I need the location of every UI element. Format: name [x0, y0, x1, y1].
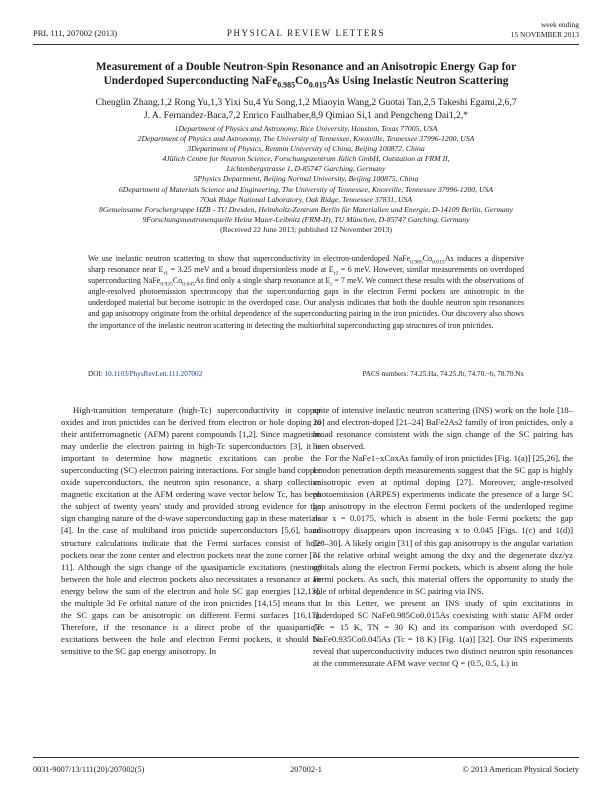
- affiliation: Lichtenbergstrasse 1, D-85747 Garching, Germany: [226, 164, 386, 174]
- title-line-2: Underdoped Superconducting $NaFe_{0.985}Co_{0.015}As$ Using Inelastic Neutron Scattering: [103, 75, 509, 90]
- issue-date: [511, 20, 579, 39]
- received-date: (Received 22 June 2013; published 12 November 2013): [220, 224, 392, 234]
- doi-pacs-line: [88, 370, 524, 378]
- title-line-1: Measurement of a Double Neutron-Spin Resonance and an Anisotropic Energy Gap for: [95, 61, 517, 73]
- affiliation: 7Oak Ridge National Laboratory, Oak Ridge, Tennessee 37831, USA: [199, 194, 413, 204]
- affiliation: 5Physics Department, Beijing Normal University, Beijing 100875, China: [193, 174, 419, 184]
- date-label: 15 NOVEMBER 2013: [510, 29, 579, 39]
- affiliation: 6Department of Materials Science and Engineering, The University of Tennessee, Knoxville, Tennessee 37996-1200, USA: [118, 184, 494, 194]
- journal-name: PHYSICAL REVIEW LETTERS: [226, 28, 386, 38]
- abstract: We use inelastic neutron scattering to show that superconductivity in electron-underdoped $NaFe_{0.985}Co_{0.015}As$ induces a dispersive sharp resonance near $E_{r1} = 3.25$ meV and a broad dispersionless mode at $E_{r2} = 6$ meV. However, similar measurements on overdoped superconducting $NaFe_{0.935}Co_{0.045}As$ find only a single sharp resonance at $E_r = 7$ meV. We connect these results with the observations of angle-resolved photoemission spectroscopy that the superconducting gaps in the electron Fermi pockets are anisotropic in the underdoped material but become isotropic in the overdoped case. Our analysis indicates that both the double neutron spin resonances and gap anisotropy originate from the orbital dependence of the superconducting pairing in the iron pnictides. Our discovery also shows the importance of the inelastic neutron scattering in detecting the multiorbital superconducting gap structures of iron pnictides.: [88, 254, 524, 330]
- body-column-right: [313, 404, 573, 669]
- body-paragraph: spite of intensive inelastic neutron scattering (INS) work on the hole [18–20] and electron-doped [21–24] BaFe2As2 family of iron pnictides, only a broad resonance consistent with the sign change of the SC pairing has been observed.: [313, 405, 573, 452]
- affiliation: 1Department of Physics and Astronomy, Rice University, Houston, Texas 77005, USA: [174, 124, 438, 133]
- header-rule: [33, 44, 579, 45]
- affiliation: 4Jülich Centre for Neutron Science, Forschungszentrum Jülich GmbH, Outstation at FRM II,: [162, 154, 450, 164]
- author-list: [33, 97, 579, 122]
- running-header: [33, 20, 579, 42]
- affiliation: 2Department of Physics and Astronomy, The University of Tennessee, Knoxville, Tennessee 37996-1200, USA: [137, 134, 475, 144]
- body-paragraph: In this Letter, we present an INS study of spin excitations in underdoped SC NaFe0.985Co0.015As coexisting with static AFM order (Tc = 15 K, TN = 30 K) and its comparison with overdoped SC NaFe0.935Co0.045As (Tc = 18 K) [Fig. 1(a)] [32]. Our INS experiments reveal that superconductivity induces two distinct neutron spin resonances at the commensurate AFM wave vector Q = (0.5, 0.5, L) in: [313, 597, 573, 668]
- authors-line-2: J. A. Fernandez-Baca,7,2 Enrico Faulhaber,8,9 Qimiao Si,1 and Pengcheng Dai1,2,*: [143, 109, 469, 121]
- footer-rule: [33, 757, 579, 758]
- pacs-numbers: PACS numbers: 74.25.Ha, 74.25.Jb, 74.70.−b, 78.70.Nx: [362, 370, 524, 378]
- affiliation: 8Gemeinsame Forschergruppe HZB - TU Dresden, Helmholtz-Zentrum Berlin für Materialien und Energie, D-14109 Berlin, Germany: [99, 204, 513, 214]
- body-column-left: [61, 404, 321, 657]
- affiliation: 3Department of Physics, Renmin University of China, Beijing 100872, China: [187, 144, 425, 154]
- article-code: 0031-9007/13/111(20)/207002(5): [33, 765, 145, 774]
- doi-label: DOI:: [88, 370, 103, 378]
- doi-link[interactable]: 10.1103/PhysRevLett.111.207002: [104, 370, 203, 378]
- affiliation: 9Forschungsneutronenquelle Heinz Maier-Leibnitz (FRM-II), TU München, D-85747 Garching, Germany: [142, 214, 470, 224]
- journal-reference: PRL 111, 207002 (2013): [33, 28, 118, 38]
- body-paragraph: For the NaFe1−xCoxAs family of iron pnictides [Fig. 1(a)] [25,26], the London penetration depth measurements suggest that the SC gap is highly anisotropic even at optimal doping [27]. Moreover, angle-resolved photoemission (ARPES) experiments indicate the presence of a large SC gap anisotropy in the electron Fermi pockets of the underdoped regime near x = 0.0175, which is absent in the hole Fermi pockets; the gap anisotropy disappears upon increasing x to 0.045 [Figs. 1(c) and 1(d)] [28–30]. A likely origin [31] of this gap anisotropy is the angular variation of the relative orbital weight among the dxy and the degenerate dxz/yz orbitals along the electron Fermi pockets, which is absent along the hole Fermi pockets. As such, this material offers the opportunity to study the role of orbital dependence in SC pairing via INS.: [313, 453, 573, 596]
- paper-title: [33, 60, 579, 88]
- affiliations: [33, 124, 579, 235]
- body-paragraph: High-transition temperature (high-Tc) superconductivity in copper oxides and iron pnictides can be derived from electron or hole doping to their antiferromagnetic (AFM) parent compounds [1,2]. Since magnetism may underlie the electron pairing in high-Tc superconductors [3], it is important to determine how magnetic excitations can probe the superconducting (SC) electron pairing interactions. For single band copper oxide superconductors, the neutron spin resonance, a sharp collective magnetic excitation at the AFM ordering wave vector below Tc, has been the subject of twenty years' study and provided strong evidence for the sign changing nature of the d-wave superconducting gap in these materials [4]. In the case of multiband iron pnictide superconductors [5,6], band structure calculations indicate that the Fermi surfaces consist of hole pockets near the zone center and electron pockets near the zone corner [7–11]. Although the sign change of the quasiparticle excitations (nesting) between the hole and electron pockets also necessitates a resonance at an energy below the sum of the electron and hole SC gap energies [12,13], the multiple 3d Fe orbital nature of the iron pnictides [14,15] means that the SC gaps can be anisotropic on different Fermi surfaces [16,17]. Therefore, if the resonance is a direct probe of the quasiparticle excitations between the hole and electron Fermi pockets, it should be sensitive to the SC gap energy anisotropy. In: [61, 405, 321, 656]
- week-label: week ending: [540, 20, 579, 29]
- authors-line-1: Chenglin Zhang,1,2 Rong Yu,1,3 Yixi Su,4 Yu Song,1,2 Miaoyin Wang,2 Guotai Tan,2,5 Takeshi Egami,2,6,7: [95, 97, 517, 108]
- page-number: 207002-1: [290, 765, 322, 774]
- copyright: © 2013 American Physical Society: [462, 765, 579, 774]
